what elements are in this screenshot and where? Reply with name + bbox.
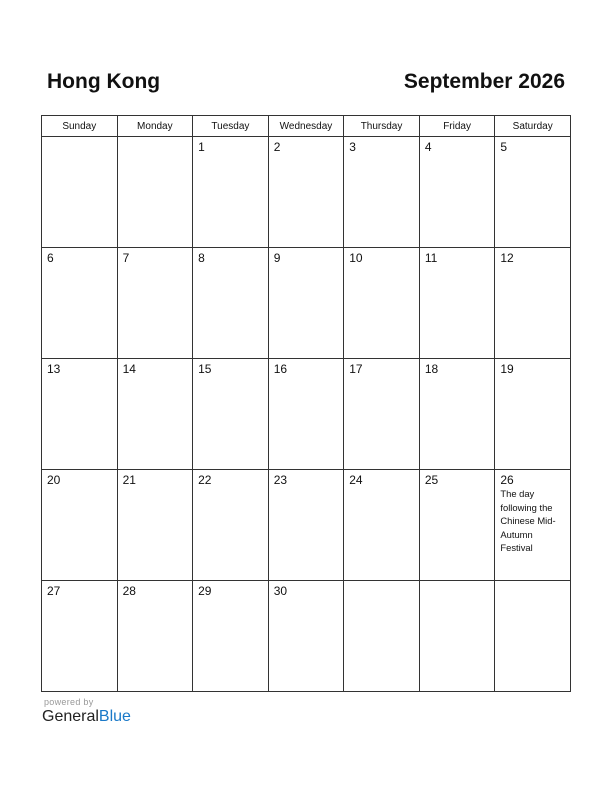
day-cell bbox=[419, 248, 495, 359]
day-number: 25 bbox=[424, 473, 439, 487]
day-cell bbox=[42, 359, 118, 470]
weekday-header: Sunday bbox=[42, 116, 118, 137]
day-cell bbox=[495, 581, 571, 692]
day-number: 12 bbox=[500, 251, 514, 265]
day-number: 16 bbox=[273, 362, 288, 376]
generalblue-logo[interactable] bbox=[42, 708, 131, 726]
powered-by-text: powered by bbox=[44, 697, 94, 707]
day-cell bbox=[495, 137, 571, 248]
day-number: 5 bbox=[500, 140, 508, 154]
weekday-header-row bbox=[42, 116, 571, 137]
day-cell-holiday bbox=[495, 470, 571, 581]
day-number: 27 bbox=[47, 584, 61, 598]
day-cell bbox=[42, 581, 118, 692]
day-number: 24 bbox=[349, 473, 363, 487]
day-cell bbox=[268, 137, 344, 248]
day-cell bbox=[268, 470, 344, 581]
weekday-header: Thursday bbox=[344, 116, 420, 137]
day-number: 17 bbox=[349, 362, 363, 376]
country-title: Hong Kong bbox=[47, 70, 161, 93]
day-number: 28 bbox=[122, 584, 136, 598]
day-number: 3 bbox=[349, 140, 356, 154]
day-cell bbox=[193, 470, 269, 581]
day-cell bbox=[193, 581, 269, 692]
weekday-header: Tuesday bbox=[193, 116, 269, 137]
logo-blue-text: Blue bbox=[98, 708, 131, 725]
day-cell bbox=[344, 581, 420, 692]
week-row bbox=[42, 359, 571, 470]
day-cell bbox=[344, 248, 420, 359]
day-number: 20 bbox=[47, 473, 61, 487]
day-number: 13 bbox=[47, 362, 61, 376]
day-cell bbox=[193, 359, 269, 470]
day-number: 9 bbox=[273, 251, 281, 265]
day-cell bbox=[193, 248, 269, 359]
weekday-header: Saturday bbox=[495, 116, 571, 137]
day-cell bbox=[419, 359, 495, 470]
day-number: 30 bbox=[273, 584, 288, 598]
day-cell bbox=[419, 581, 495, 692]
day-number: 29 bbox=[198, 584, 212, 598]
day-number: 26 bbox=[500, 473, 514, 487]
weekday-header: Friday bbox=[419, 116, 495, 137]
day-number: 1 bbox=[198, 140, 205, 154]
week-row bbox=[42, 137, 571, 248]
week-row bbox=[42, 581, 571, 692]
month-year-title: September 2026 bbox=[403, 70, 565, 93]
day-cell bbox=[268, 248, 344, 359]
day-number: 14 bbox=[122, 362, 136, 376]
day-number: 22 bbox=[198, 473, 212, 487]
day-cell bbox=[117, 470, 193, 581]
week-row bbox=[42, 248, 571, 359]
day-cell bbox=[495, 248, 571, 359]
day-number: 8 bbox=[198, 251, 205, 265]
day-number: 11 bbox=[424, 251, 438, 265]
logo-general-text: General bbox=[42, 708, 99, 725]
day-cell bbox=[344, 470, 420, 581]
day-cell bbox=[495, 359, 571, 470]
day-cell bbox=[117, 248, 193, 359]
week-row bbox=[42, 470, 571, 581]
day-number: 15 bbox=[198, 362, 212, 376]
day-cell bbox=[344, 137, 420, 248]
day-number: 19 bbox=[500, 362, 514, 376]
day-cell bbox=[268, 359, 344, 470]
day-cell bbox=[42, 470, 118, 581]
day-cell bbox=[42, 248, 118, 359]
calendar-grid bbox=[41, 115, 571, 692]
day-cell bbox=[193, 137, 269, 248]
day-number: 10 bbox=[349, 251, 363, 265]
weekday-header: Wednesday bbox=[268, 116, 344, 137]
day-cell bbox=[268, 581, 344, 692]
day-cell bbox=[117, 137, 193, 248]
day-cell bbox=[117, 581, 193, 692]
day-cell bbox=[42, 137, 118, 248]
day-number: 23 bbox=[273, 473, 288, 487]
weekday-header: Monday bbox=[117, 116, 193, 137]
day-number: 7 bbox=[122, 251, 130, 265]
day-cell bbox=[419, 137, 495, 248]
day-number: 4 bbox=[424, 140, 432, 154]
day-cell bbox=[344, 359, 420, 470]
holiday-label: The day following the Chinese Mid-Autumn Festival bbox=[500, 488, 556, 553]
day-number: 18 bbox=[424, 362, 439, 376]
day-number: 2 bbox=[273, 140, 281, 154]
day-cell bbox=[419, 470, 495, 581]
day-cell bbox=[117, 359, 193, 470]
day-number: 6 bbox=[47, 251, 54, 265]
day-number: 21 bbox=[122, 473, 136, 487]
